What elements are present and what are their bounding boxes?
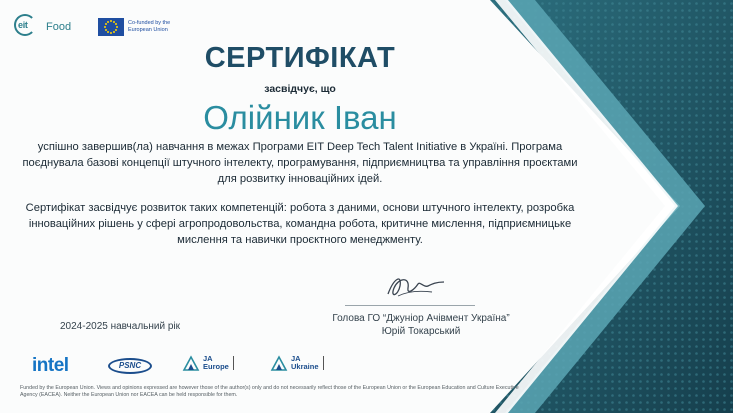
- eu-cofunded-logo: [98, 18, 192, 36]
- academic-year: 2024-2025 навчальний рік: [60, 321, 180, 332]
- ja-ukraine-label-2: Ukraine: [291, 362, 319, 371]
- eu-cofunded-text: Co-funded by the European Union: [128, 20, 171, 33]
- intel-logo: intel: [32, 355, 69, 376]
- eit-logo-mark: eit: [14, 14, 40, 40]
- ja-triangle-icon: [182, 354, 200, 372]
- eu-disclaimer: Funded by the European Union. Views and opinions expressed are however those of the author(s) only and do not necessarily reflect those of the European Union or the European Education and Culture Executive Agency (EACEA). Neither the European Union nor EACEA can be held responsible for them.: [20, 385, 519, 398]
- ja-ukraine-logo: [270, 354, 338, 372]
- ja-europe-label-1: JA: [203, 354, 213, 363]
- ja-europe-label-2: Europe: [203, 362, 229, 371]
- signature-line: [345, 305, 475, 306]
- eu-star-icon: [110, 20, 112, 22]
- completion-paragraph: успішно завершив(ла) навчання в межах Програми EIT Deep Tech Talent Initiative в Україні. Програма поєднувала базові концепції штучного інтелекту, програмування, підприємництва та управління проєктами для розвитку інноваційних ідей.: [22, 141, 578, 185]
- eu-star-icon: [113, 31, 115, 33]
- signatory-title: Голова ГО “Джуніор Ачівмент Україна”: [332, 313, 510, 324]
- eu-flag-icon: [98, 18, 124, 36]
- eit-food-logo: [14, 14, 71, 40]
- ja-europe-divider: [233, 356, 248, 370]
- eit-logo-word: Food: [46, 21, 72, 33]
- eu-star-icon: [110, 32, 112, 34]
- competencies-paragraph: Сертифікат засвідчує розвиток таких компетенцій: робота з даними, основи штучного інтелекту, розробка інноваційних рішень у сфері агропродовольства, командна робота, критичне мислення, підприємницьке мислення та навички проєктного менеджменту.: [25, 202, 575, 246]
- ja-europe-logo: [182, 354, 248, 372]
- eu-star-icon: [105, 23, 107, 25]
- signatory-name: Юрій Токарський: [381, 326, 461, 337]
- eu-star-icon: [104, 26, 106, 28]
- eu-star-icon: [107, 31, 109, 33]
- signature-image: [380, 268, 450, 304]
- ja-triangle-icon: [270, 354, 288, 372]
- eu-star-icon: [116, 26, 118, 28]
- recipient-name: Олійник Іван: [203, 99, 397, 136]
- psnc-logo: PSNC: [108, 358, 152, 374]
- eu-star-icon: [115, 23, 117, 25]
- eu-star-icon: [105, 29, 107, 31]
- ja-ukraine-divider: [323, 356, 338, 370]
- ja-ukraine-label-1: JA: [291, 354, 301, 363]
- eu-star-icon: [107, 21, 109, 23]
- certificate-title: СЕРТИФІКАТ: [204, 42, 396, 74]
- eu-star-icon: [115, 29, 117, 31]
- certifies-text: засвідчує, що: [264, 83, 336, 95]
